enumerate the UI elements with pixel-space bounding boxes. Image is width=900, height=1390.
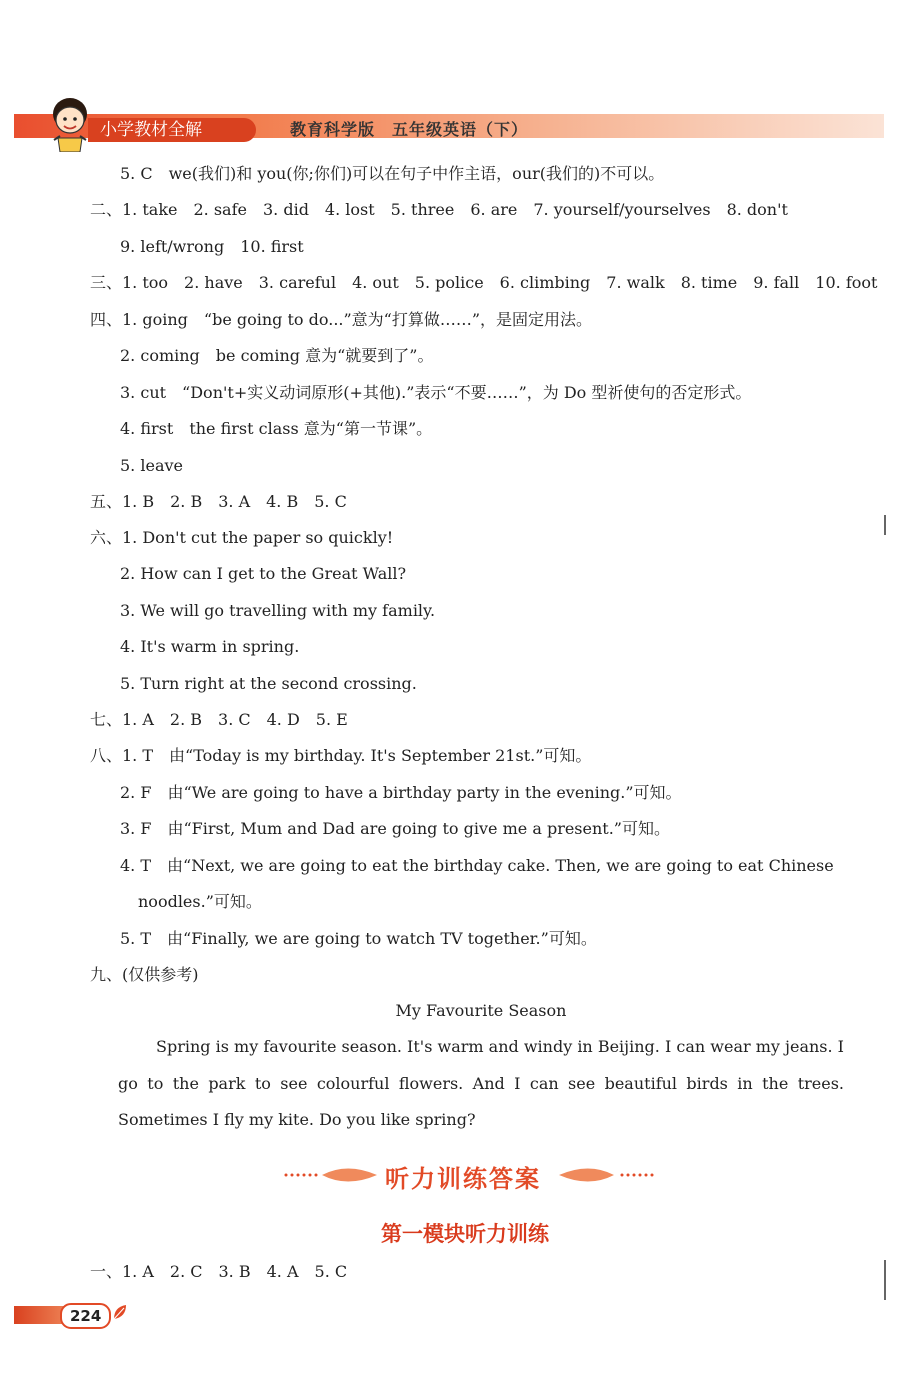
answer-line: noodles.”可知。 [138, 892, 262, 911]
series-title: 小学教材全解 [88, 118, 256, 142]
book-info: 教育科学版 五年级英语（下） [290, 120, 529, 139]
answer-line: 4. T 由“Next, we are going to eat the birthday cake. Then, we are going to eat Chinese [120, 856, 834, 875]
answer-line: 2. F 由“We are going to have a birthday party in the evening.”可知。 [120, 783, 682, 802]
page-number: 224 [60, 1303, 111, 1329]
essay-title: My Favourite Season [395, 1001, 567, 1020]
answer-line: 九、(仅供参考) [90, 965, 199, 984]
answer-line: 三、1. too 2. have 3. careful 4. out 5. police 6. climbing 7. walk 8. time 9. fall 10. foot [90, 273, 878, 292]
answer-line: 2. How can I get to the Great Wall? [120, 564, 407, 583]
answer-line: 5. T 由“Finally, we are going to watch TV together.”可知。 [120, 929, 597, 948]
answer-line: 一、1. A 2. C 3. B 4. A 5. C [90, 1262, 348, 1281]
answer-line: 5. Turn right at the second crossing. [120, 674, 417, 693]
answer-line: 9. left/wrong 10. first [120, 237, 304, 256]
leaf-icon [112, 1303, 128, 1321]
essay-body [118, 1029, 844, 1139]
answer-line: 2. coming be coming 意为“就要到了”。 [120, 346, 434, 365]
answer-line: 七、1. A 2. B 3. C 4. D 5. E [90, 710, 348, 729]
answer-line: 5. C we(我们)和 you(你;你们)可以在句子中作主语，our(我们的)不可以。 [120, 164, 665, 183]
answer-line: 五、1. B 2. B 3. A 4. B 5. C [90, 492, 347, 511]
edge-mark [884, 515, 886, 535]
answer-line: 四、1. going “be going to do...”意为“打算做……”，是固定用法。 [90, 310, 593, 329]
answer-line: 六、1. Don't cut the paper so quickly! [90, 528, 394, 547]
answer-line: 3. F 由“First, Mum and Dad are going to give me a present.”可知。 [120, 819, 670, 838]
answer-line: 4. first the first class 意为“第一节课”。 [120, 419, 433, 438]
answer-line: 八、1. T 由“Today is my birthday. It's September 21st.”可知。 [90, 746, 592, 765]
answer-line: 3. cut “Don't+实义动词原形(+其他).”表示“不要……”，为 Do 型祈使句的否定形式。 [120, 383, 752, 402]
answer-line: 二、1. take 2. safe 3. did 4. lost 5. three 6. are 7. yourself/yourselves 8. don't [90, 200, 788, 219]
listening-banner-title: 听力训练答案 [385, 1165, 541, 1193]
module-title: 第一模块听力训练 [381, 1222, 549, 1246]
answer-line: 5. leave [120, 456, 183, 475]
answer-line: 3. We will go travelling with my family. [120, 601, 436, 620]
edge-mark [884, 1260, 886, 1300]
answer-line: 4. It's warm in spring. [120, 637, 300, 656]
essay-text: Spring is my favourite season. It's warm and windy in Beijing. I can wear my jeans. I go to the park to see colourful flowers. And I can see beautiful birds in the trees. Sometimes I fly my kite. Do you like spring? [118, 1037, 844, 1129]
mascot-boy-icon [42, 92, 98, 152]
